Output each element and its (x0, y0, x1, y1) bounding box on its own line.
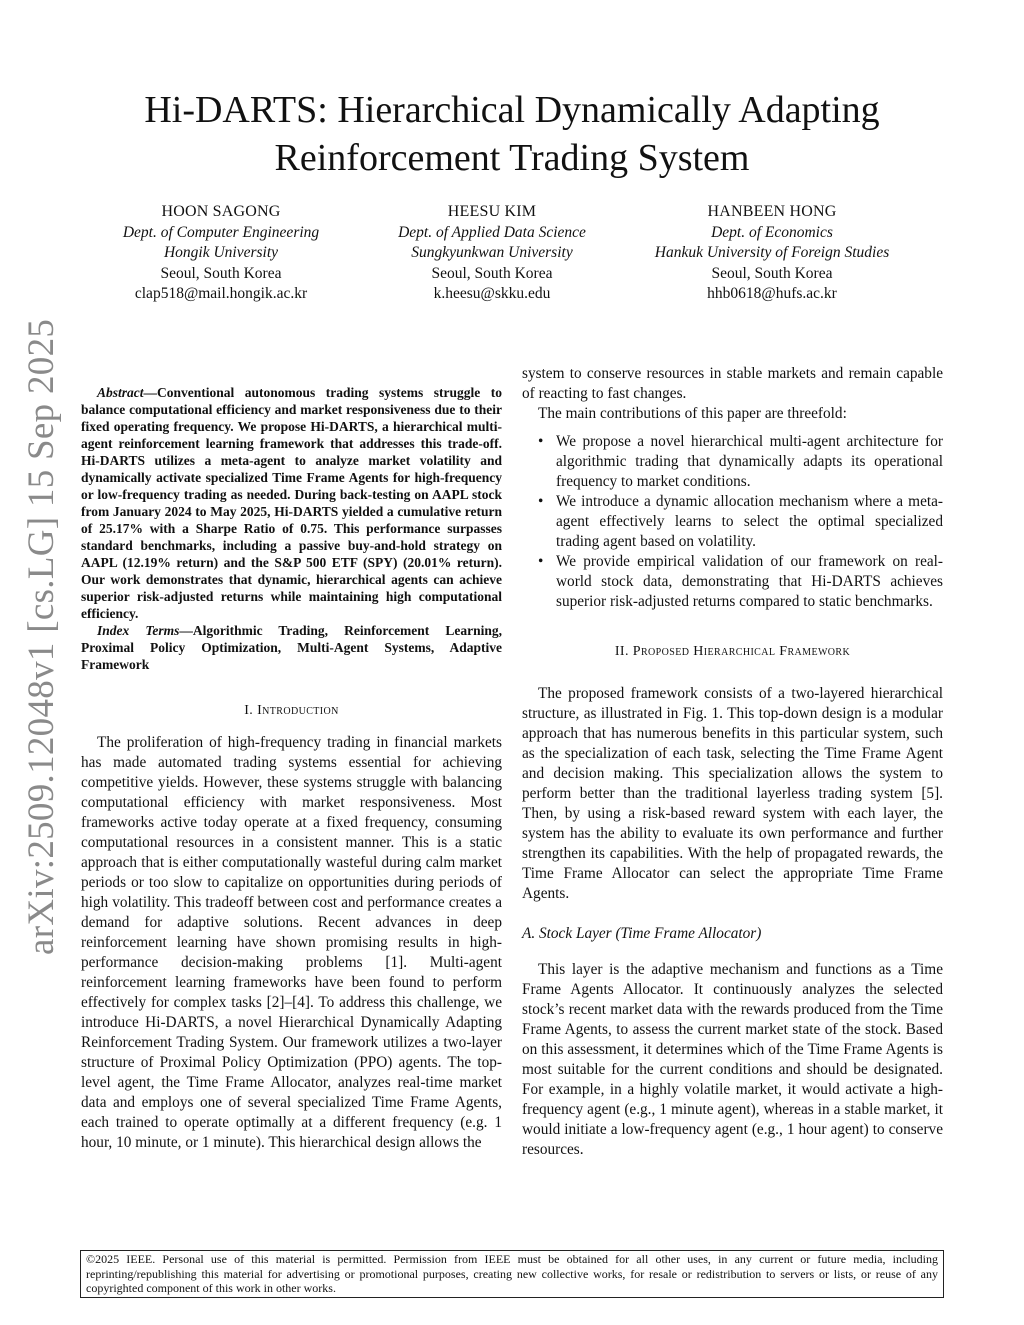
subsection-heading-stock-layer: A. Stock Layer (Time Frame Allocator) (522, 925, 762, 942)
author-2 (362, 202, 622, 305)
intro-continuation: system to conserve resources in stable markets and remain capable of reacting to fast changes. (522, 365, 943, 402)
bullet-icon: • (538, 553, 544, 570)
left-column (81, 384, 502, 1153)
author-name: HANBEEN HONG (707, 203, 837, 220)
author-location: Seoul, South Korea (160, 264, 282, 282)
author-univ: Hankuk University of Foreign Studies (654, 244, 890, 261)
author-name: HEESU KIM (447, 203, 537, 220)
copyright-notice: ©2025 IEEE. Personal use of this material is permitted. Permission from IEEE must be obtained for all other uses, in any current or future media, including reprinting/republishing this material for advertising or promotional purposes, creating new collective works, for resale or redistribution to servers or lists, or reuse of any copyrighted component of this work in other works. (80, 1250, 944, 1298)
framework-paragraph: The proposed framework consists of a two-layered hierarchical structure, as illustrated in Fig. 1. This top-down design is a modular approach that has numerous benefits in this particular system, such as the specialization of each task, selecting the Time Frame Agent and decision making. This specialization allows the system to perform better than the traditional layerless trading system [5]. Then, by using a risk-based reward system with each layer, the system has the ability to evaluate its own performance and further strengthen its capabilities. With the help of propagated rewards, the Time Frame Allocator can select the appropriate Time Frame Agents. (522, 685, 943, 902)
abstract-text: —Conventional autonomous trading systems struggle to balance computational efficiency and market responsiveness due to their fixed operating frequency. We propose Hi-DARTS, a hierarchical multi-agent reinforcement learning framework that addresses this trade-off. Hi-DARTS utilizes a meta-agent to analyze market volatility and dynamically activate specialized Time Frame Agents for high-frequency or low-frequency trading as needed. During back-testing on AAPL stock from January 2024 to May 2025, Hi-DARTS yielded a cumulative return of 25.17% with a Sharpe Ratio of 0.75. This performance surpasses standard benchmarks, including a passive buy-and-hold strategy on AAPL (12.19% return) and the S&P 500 ETF (SPY) (20.01% return). Our work demonstrates that dynamic, hierarchical agents can achieve superior risk-adjusted returns while maintaining high computational efficiency. (81, 385, 502, 621)
section-heading-framework: II. Proposed Hierarchical Framework (614, 644, 851, 659)
author-dept: Dept. of Computer Engineering (122, 223, 320, 241)
section-heading-introduction: I. Introduction (244, 703, 339, 718)
author-name: HOON SAGONG (161, 203, 281, 220)
author-dept: Dept. of Economics (711, 223, 833, 241)
index-terms-text: —Algorithmic Trading, Reinforcement Learning, Proximal Policy Optimization, Multi-Agent Systems, Adaptive Framework (81, 623, 502, 672)
abstract-label: Abstract (97, 385, 144, 400)
right-column (522, 364, 943, 1160)
author-3 (622, 202, 922, 305)
author-email: hhb0618@hufs.ac.kr (707, 285, 837, 302)
list-item: • We propose a novel hierarchical multi-agent architecture for algorithmic trading that dynamically adapts its operational frequency to market conditions. (538, 433, 943, 490)
index-terms-label: Index Terms (97, 623, 180, 638)
bullet-icon: • (538, 493, 544, 510)
bullet-icon: • (538, 433, 544, 450)
author-location: Seoul, South Korea (431, 264, 553, 282)
paper-title (80, 86, 944, 182)
author-location: Seoul, South Korea (711, 264, 833, 282)
list-item: • We provide empirical validation of our framework on real-world stock data, demonstrating that Hi-DARTS achieves superior risk-adjusted returns compared to static benchmarks. (538, 553, 943, 610)
author-univ: Hongik University (163, 244, 279, 261)
index-terms (81, 622, 502, 673)
stock-layer-paragraph: This layer is the adaptive mechanism and functions as a Time Frame Agents Allocator. It continuously analyzes the selected stock’s recent market data with the rewards produced from the Time Frame Agents, to assess the current market state of the stock. Based on this assessment, it determines which of the Time Frame Agents is most suitable for the current conditions and should be designated. For example, in a highly volatile market, it would activate a high-frequency agent (e.g., 1 minute agent), whereas in a stable market, it would initiate a low-frequency agent (e.g., 1 hour agent) to conserve resources. (522, 961, 943, 1158)
author-1 (80, 202, 362, 305)
author-block (80, 202, 944, 312)
arxiv-identifier: arXiv:2509.12048v1 [cs.LG] 15 Sep 2025 (21, 318, 62, 955)
author-univ: Sungkyunkwan University (411, 244, 573, 261)
author-email: k.heesu@skku.edu (433, 285, 551, 302)
list-item: • We introduce a dynamic allocation mechanism where a meta-agent effectively learns to select the optimal specialized trading agent based on volatility. (538, 493, 943, 550)
contributions-list (522, 432, 943, 612)
author-dept: Dept. of Applied Data Science (398, 223, 586, 241)
title-line-2: Reinforcement Trading System (274, 137, 750, 179)
author-email: clap518@mail.hongik.ac.kr (134, 285, 308, 302)
intro-paragraph: The proliferation of high-frequency trading in financial markets has made automated trading systems essential for achieving competitive yields. However, these systems struggle with balancing computational efficiency with market responsiveness. Most frameworks active today operate at a fixed frequency, consuming computational resources in a consistent manner. This is a static approach that is either computationally wasteful during calm market periods or too slow to capitalize on opportunities during periods of high volatility. This tradeoff between cost and performance creates a demand for adaptive solutions. Recent advances in deep reinforcement learning have shown promising results in high-performance decision-making problems [1]. Multi-agent reinforcement learning frameworks have been found to perform effectively for complex tasks [2]–[4]. To address this challenge, we introduce Hi-DARTS, a novel Hierarchical Dynamically Adapting Reinforcement Trading System. Our framework utilizes a two-layer structure of Proximal Policy Optimization (PPO) agents. The top-level agent, the Time Frame Allocator, analyzes real-time market data and employs one of several specialized Time Frame Agents, each trained to operate optimally at a different frequency (e.g. 1 hour, 10 minute, or 1 minute). This hierarchical design allows the (81, 734, 502, 1151)
abstract (81, 384, 502, 622)
contributions-intro: The main contributions of this paper are threefold: (538, 405, 847, 422)
title-line-1: Hi-DARTS: Hierarchical Dynamically Adapting (144, 89, 880, 131)
